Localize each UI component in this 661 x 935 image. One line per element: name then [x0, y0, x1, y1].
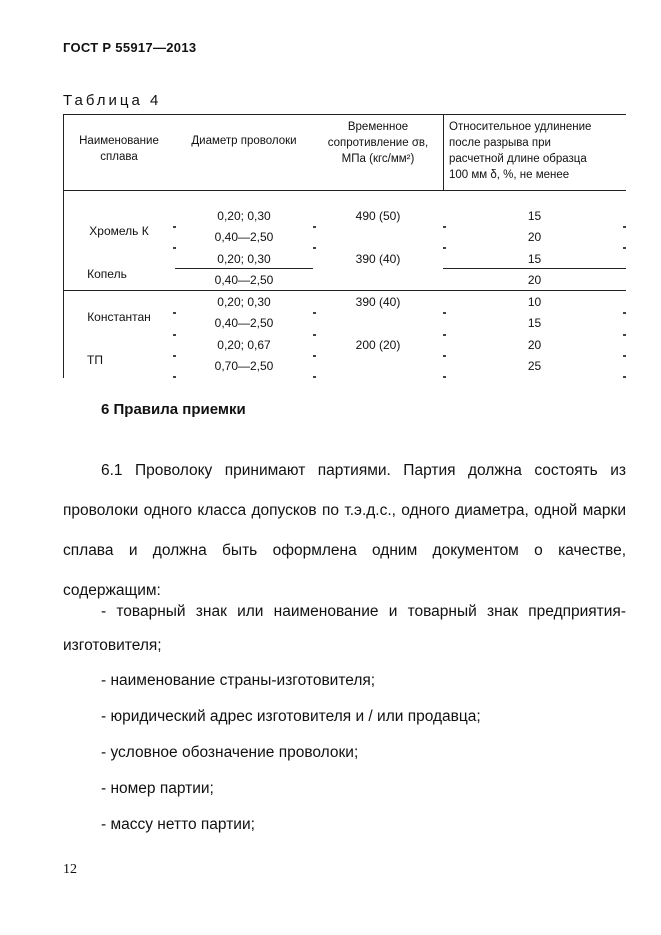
paragraph-6-1: 6.1 Проволоку принимают партиями. Партия должна состоять из проволоки одного класса допусков по т.э.д.с., одного диаметра, одной марки сплава и должна быть оформлена одним документом о качестве, содержащим:: [63, 462, 626, 599]
row-separator-elongation: [443, 268, 626, 269]
table-row-diameter: 0,20; 0,30: [217, 209, 271, 223]
table-row-diameter: 0,20; 0,67: [217, 338, 271, 352]
table-row-elongation: 20: [527, 273, 542, 287]
table-row-elongation: 20: [527, 338, 542, 352]
list-item: - номер партии;: [101, 780, 214, 797]
table-row-diameter: 0,20; 0,30: [217, 252, 271, 266]
table-row-strength: 200 (20): [355, 338, 401, 352]
alloy-tp: ТП: [87, 353, 103, 367]
table-top-border: [63, 114, 626, 115]
list-item: - массу нетто партии;: [101, 816, 255, 833]
alloy-constantan: Константан: [87, 310, 151, 324]
alloy-chromel: Хромель К: [89, 224, 149, 238]
alloy-kopel: Копель: [87, 267, 127, 281]
header-diameter: Диаметр проволоки: [191, 135, 297, 147]
table-row-elongation: 10: [527, 295, 542, 309]
list-item: - условное обозначение проволоки;: [101, 744, 359, 761]
table-row-strength: 490 (50): [355, 209, 401, 223]
row-separator-diameter: [175, 268, 313, 269]
table-caption: Таблица 4: [63, 92, 162, 109]
table-row-elongation: 15: [527, 209, 542, 223]
list-item: - товарный знак или наименование и товарный знак предприятия-изготовителя;: [63, 603, 626, 654]
table-row-diameter: 0,20; 0,30: [217, 295, 271, 309]
table-row-diameter: 0,40—2,50: [214, 316, 274, 330]
column-separator-elongation: [443, 114, 444, 190]
group-separator: [63, 290, 626, 291]
table-row-strength: 390 (40): [355, 252, 401, 266]
table-row-elongation: 15: [527, 252, 542, 266]
list-item: - наименование страны-изготовителя;: [101, 672, 376, 689]
table-row-strength: 390 (40): [355, 295, 401, 309]
header-strength: Временное сопротивление σв, МПа (кгс/мм²): [327, 121, 429, 165]
requirements-list: [63, 595, 626, 843]
table-row-diameter: 0,40—2,50: [214, 230, 274, 244]
page-number: 12: [63, 862, 77, 877]
table-row-elongation: 20: [527, 230, 542, 244]
document-code: ГОСТ Р 55917—2013: [63, 40, 197, 55]
header-alloy: Наименование сплава: [79, 135, 159, 163]
section-title: 6 Правила приемки: [101, 401, 246, 418]
header-elongation: Относительное удлинение после разрыва при расчетной длине образца 100 мм δ, %, не менее: [449, 121, 592, 181]
table-row-diameter: 0,40—2,50: [214, 273, 274, 287]
table-row-elongation: 25: [527, 359, 542, 373]
table-row-diameter: 0,70—2,50: [214, 359, 274, 373]
table-row-elongation: 15: [527, 316, 542, 330]
header-bottom-border: [63, 190, 626, 191]
list-item: - юридический адрес изготовителя и / или продавца;: [101, 708, 481, 725]
table-4: [63, 114, 626, 378]
